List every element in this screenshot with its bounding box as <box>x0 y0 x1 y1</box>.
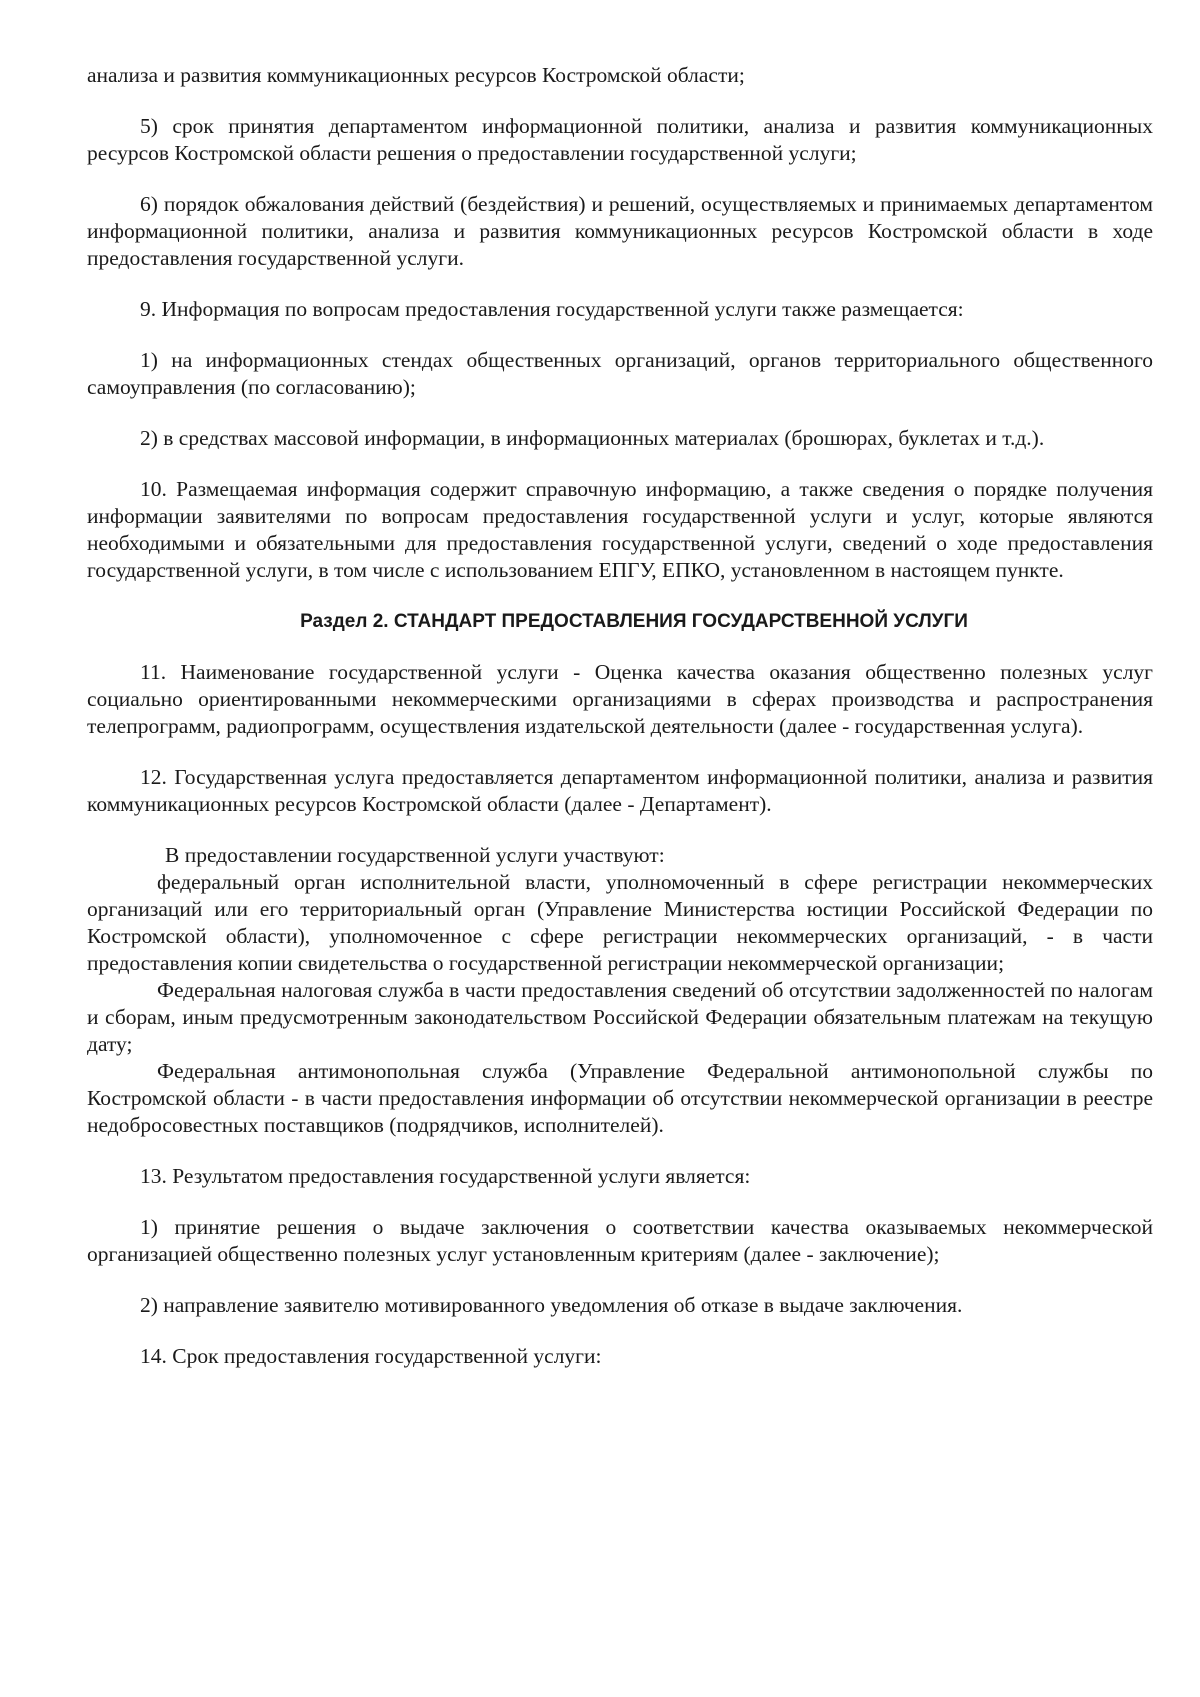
paragraph-13-item-2: 2) направление заявителю мотивированного уведомления об отказе в выдаче заключения. <box>140 1293 963 1317</box>
paragraph-participants-intro: В предоставлении государственной услуги участвуют: <box>165 843 665 867</box>
paragraph-item-5: 5) срок принятия департаментом информационной политики, анализа и развития коммуникационных ресурсов Костромской области решения о предоставлении государственной услуги; <box>87 114 1153 165</box>
section-heading: Раздел 2. СТАНДАРТ ПРЕДОСТАВЛЕНИЯ ГОСУДАРСТВЕННОЙ УСЛУГИ <box>300 611 968 632</box>
paragraph-participant-federal-organ: федеральный орган исполнительной власти, уполномоченный в сфере регистрации некоммерческих организаций или его территориальный орган (Управление Министерства юстиции Российской Федерации по Костромской области), уполномоченное с сфере регистрации некоммерческих организаций, - в части предоставления копии свидетельства о государственной регистрации некоммерческой организации; <box>87 870 1153 975</box>
paragraph-13-item-1: 1) принятие решения о выдаче заключения о соответствии качества оказываемых некоммерческой организацией общественно полезных услуг установленным критериям (далее - заключение); <box>87 1215 1153 1266</box>
paragraph-9-item-1: 1) на информационных стендах общественных организаций, органов территориального общественного самоуправления (по согласованию); <box>87 348 1153 399</box>
paragraph-participant-tax-service: Федеральная налоговая служба в части предоставления сведений об отсутствии задолженностей по налогам и сборам, иным предусмотренным законодательством Российской Федерации обязательным платежам на текущую дату; <box>87 978 1153 1056</box>
paragraph-9-item-2: 2) в средствах массовой информации, в информационных материалах (брошюрах, буклетах и т.д.). <box>140 426 1045 450</box>
paragraph-12: 12. Государственная услуга предоставляется департаментом информационной политики, анализа и развития коммуникационных ресурсов Костромской области (далее - Департамент). <box>87 765 1153 816</box>
paragraph-14: 14. Срок предоставления государственной услуги: <box>140 1344 602 1368</box>
paragraph-13: 13. Результатом предоставления государственной услуги является: <box>140 1164 751 1188</box>
paragraph-11: 11. Наименование государственной услуги - Оценка качества оказания общественно полезных услуг социально ориентированными некоммерческими организациями в сферах производства и распространения телепрограмм, радиопрограмм, осуществления издательской деятельности (далее - государственная услуга). <box>87 660 1153 738</box>
paragraph-continuation: анализа и развития коммуникационных ресурсов Костромской области; <box>87 63 745 87</box>
paragraph-10: 10. Размещаемая информация содержит справочную информацию, а также сведения о порядке получения информации заявителями по вопросам предоставления государственной услуги и услуг, которые являются необходимыми и обязательными для предоставления государственной услуги, сведений о ходе предоставления государственной услуги, в том числе с использованием ЕПГУ, ЕПКО, установленном в настоящем пункте. <box>87 477 1153 582</box>
document-page <box>87 62 1153 1394</box>
paragraph-participant-antimonopoly: Федеральная антимонопольная служба (Управление Федеральной антимонопольной службы по Костромской области - в части предоставления информации об отсутствии некоммерческой организации в реестре недобросовестных поставщиков (подрядчиков, исполнителей). <box>87 1059 1153 1137</box>
paragraph-item-6: 6) порядок обжалования действий (бездействия) и решений, осуществляемых и принимаемых департаментом информационной политики, анализа и развития коммуникационных ресурсов Костромской области в ходе предоставления государственной услуги. <box>87 192 1153 270</box>
paragraph-9: 9. Информация по вопросам предоставления государственной услуги также размещается: <box>140 297 964 321</box>
